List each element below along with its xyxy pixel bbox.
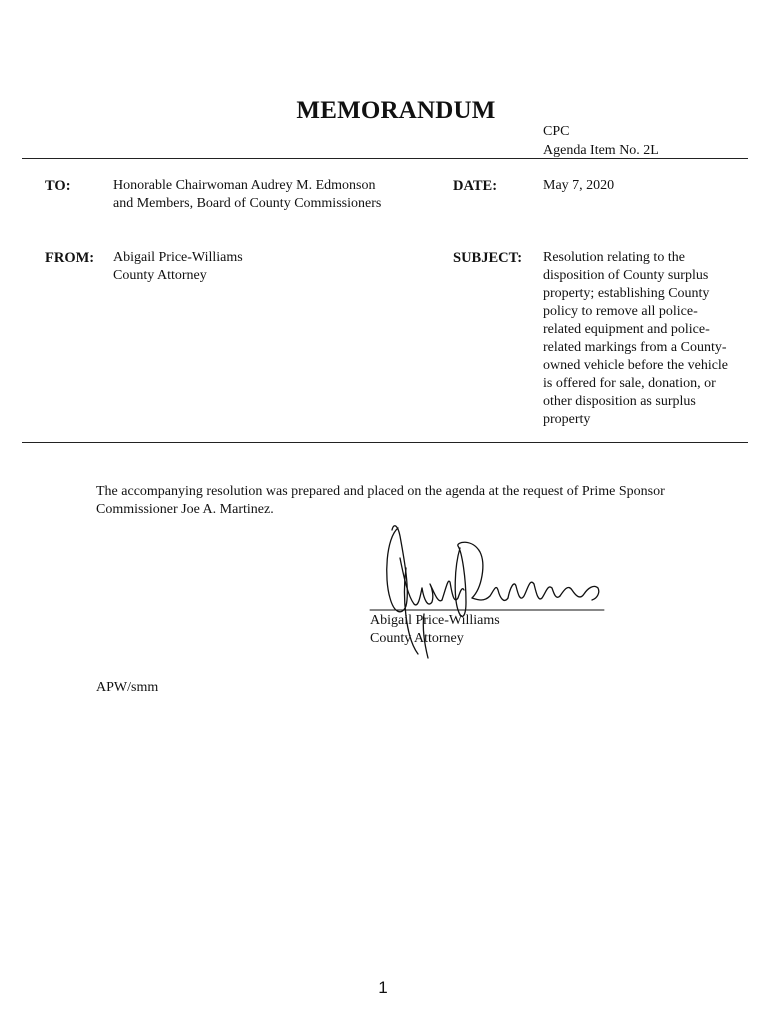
to-label: TO: <box>45 178 71 194</box>
memo-ref-cpc: CPC <box>543 124 570 139</box>
signer-title: County Attorney <box>370 631 464 646</box>
date-label: DATE: <box>453 178 498 194</box>
signer-name: Abigail Price-Williams <box>370 613 500 628</box>
memo-agenda-item: Agenda Item No. 2L <box>543 143 659 158</box>
page-number: 1 <box>378 978 388 997</box>
bottom-divider <box>22 442 748 443</box>
from-label: FROM: <box>45 250 95 266</box>
date-value: May 7, 2020 <box>543 178 615 193</box>
top-divider <box>22 158 748 159</box>
subject-value: Resolution relating to the disposition of County surplus property; establishing County policy to remove all police- related equipment and police- related markings from a County- owned vehicle before the vehicle is offered for sale, donation, or other disposition as surplus property <box>543 250 729 427</box>
to-value: Honorable Chairwoman Audrey M. Edmonson and Members, Board of County Commissioners <box>113 178 382 211</box>
body-paragraph: The accompanying resolution was prepared and placed on the agenda at the request of Prime Sponsor Commissioner Joe A. Martinez. <box>96 484 665 517</box>
memo-title: MEMORANDUM <box>296 97 496 124</box>
reference-initials: APW/smm <box>96 680 159 695</box>
subject-label: SUBJECT: <box>453 250 523 266</box>
from-value: Abigail Price-Williams County Attorney <box>113 250 243 283</box>
